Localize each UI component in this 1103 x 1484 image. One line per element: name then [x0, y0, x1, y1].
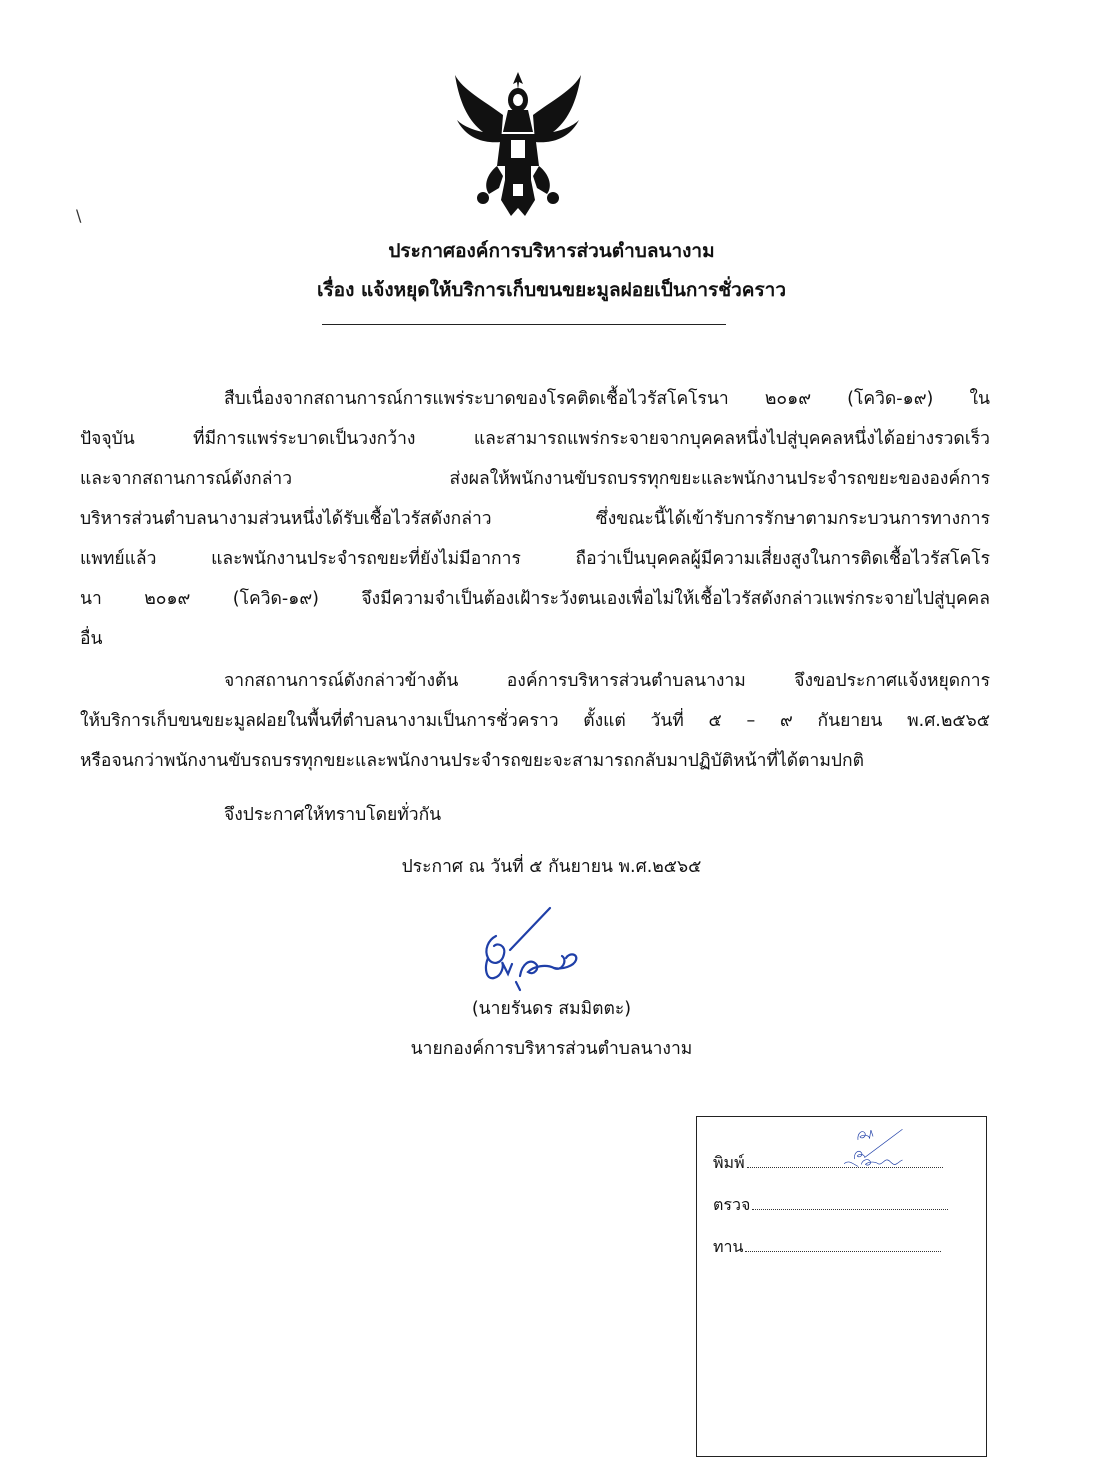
paragraph-2-line: จากสถานการณ์ดังกล่าวข้างต้น องค์การบริหารส่วนตำบลนางาม จึงขอประกาศแจ้งหยุดการ	[224, 671, 990, 691]
paragraph-1-line: และจากสถานการณ์ดังกล่าว ส่งผลให้พนักงานขับรถบรรทุกขยะและพนักงานประจำรถขยะขององค์การ	[80, 469, 990, 489]
approval-row-label: ทาน	[713, 1237, 744, 1256]
signer-position: นายกองค์การบริหารส่วนตำบลนางาม	[410, 1039, 693, 1059]
announcement-title: ประกาศองค์การบริหารส่วนตำบลนางาม	[388, 240, 715, 262]
handwritten-initials	[770, 1126, 980, 1242]
handwritten-signature	[458, 906, 598, 994]
paragraph-1-line: แพทย์แล้ว และพนักงานประจำรถขยะที่ยังไม่มีอาการ ถือว่าเป็นบุคคลผู้มีความเสี่ยงสูงในการติดเชื้อไวรัสโคโร	[80, 549, 990, 569]
paragraph-2-line: หรือจนกว่าพนักงานขับรถบรรทุกขยะและพนักงานประจำรถขยะจะสามารถกลับมาปฏิบัติหน้าที่ได้ตามปกติ	[80, 751, 864, 771]
approval-row-label: ตรวจ	[713, 1195, 751, 1214]
garuda-emblem	[453, 70, 583, 218]
paragraph-1-line: สืบเนื่องจากสถานการณ์การแพร่ระบาดของโรคติดเชื้อไวรัสโคโรนา ๒๐๑๙ (โควิด-๑๙) ใน	[224, 389, 990, 409]
signer-name: (นายรันดร สมมิตตะ)	[471, 999, 632, 1019]
stray-mark: \	[76, 206, 82, 225]
announcement-subject: เรื่อง แจ้งหยุดให้บริการเก็บขนขยะมูลฝอยเป็นการชั่วคราว	[316, 279, 787, 301]
approval-row-label: พิมพ์	[713, 1153, 745, 1172]
paragraph-1-line: นา ๒๐๑๙ (โควิด-๑๙) จึงมีความจำเป็นต้องเฝ้าระวังตนเองเพื่อไม่ให้เชื้อไวรัสดังกล่าวแพร่กระจายไปสู่บุคคล	[80, 589, 990, 609]
paragraph-1-line: บริหารส่วนตำบลนางามส่วนหนึ่งได้รับเชื้อไวรัสดังกล่าว ซึ่งขณะนี้ได้เข้ารับการรักษาตามกระบวนการทางการ	[80, 509, 990, 529]
paragraph-2-line: ให้บริการเก็บขนขยะมูลฝอยในพื้นที่ตำบลนางามเป็นการชั่วคราว ตั้งแต่ วันที่ ๕ – ๙ กันยายน พ.ศ.๒๕๖๕	[80, 711, 990, 731]
announcement-date: ประกาศ ณ วันที่ ๕ กันยายน พ.ศ.๒๕๖๕	[401, 857, 702, 877]
paragraph-1-line: ปัจจุบัน ที่มีการแพร่ระบาดเป็นวงกว้าง และสามารถแพร่กระจายจากบุคคลหนึ่งไปสู่บุคคลหนึ่งได้อย่างรวดเร็ว	[80, 429, 990, 449]
title-underline	[322, 324, 726, 325]
paragraph-1-line: อื่น	[80, 629, 103, 649]
closing-line: จึงประกาศให้ทราบโดยทั่วกัน	[224, 805, 442, 825]
